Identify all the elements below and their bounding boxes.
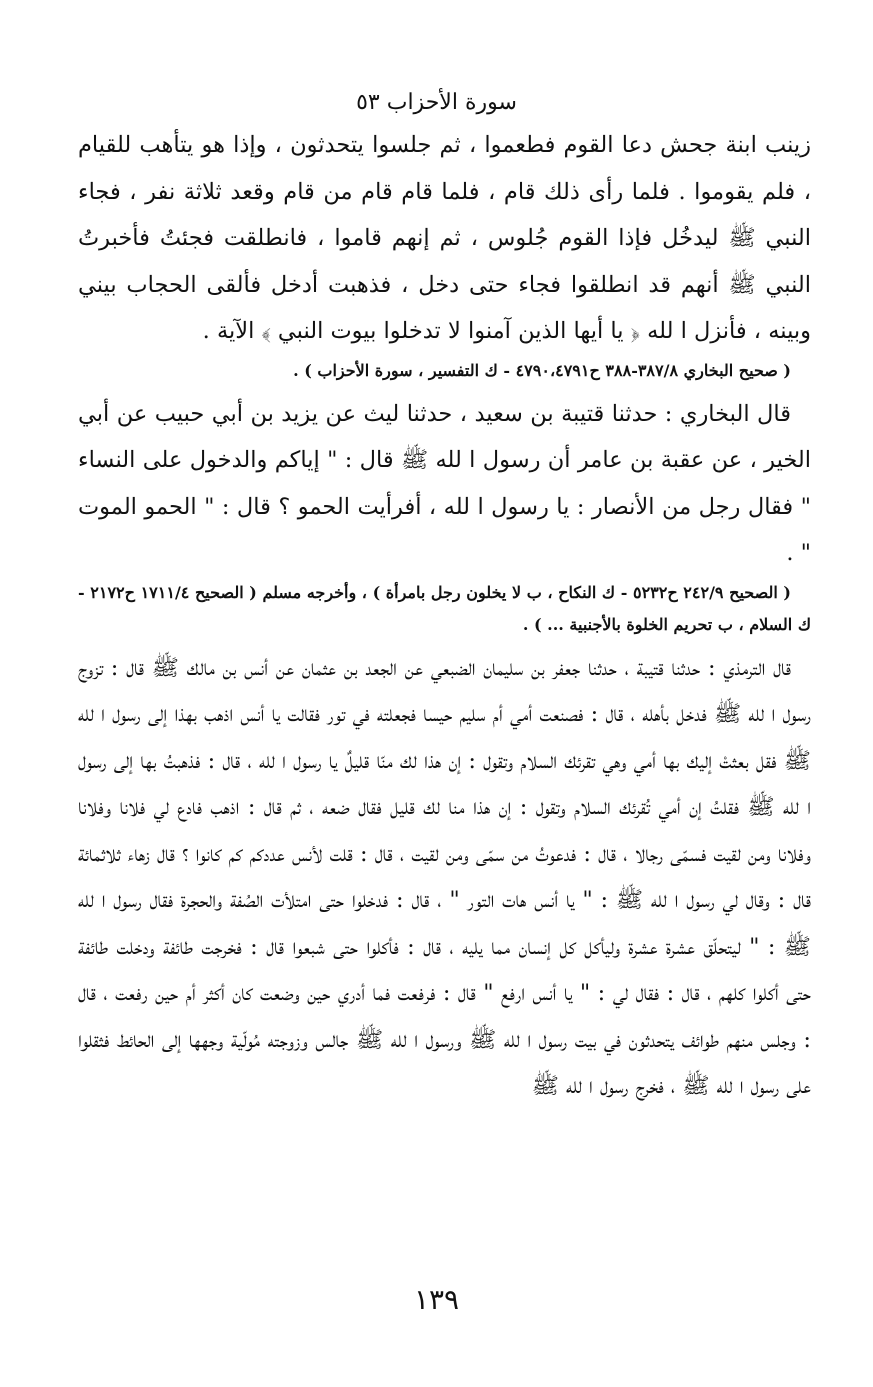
page-number: ١٣٩ [413,1283,460,1316]
body-text [78,122,811,1110]
paragraph-continuation: زينب ابنة جحش دعا القوم فطعموا ، ثم جلسوا يتحدثون ، وإذا هو يتأهب للقيام ، فلم يقوموا . فلما رأى ذلك قام ، فلما قام قام من قام وقعد ثلاثة نفر ، فجاء النبي ﷺ ليدخُل فإذا القوم جُلوس ، ثم إنهم قاموا ، فانطلقت فجئتُ فأخبرتُ النبي ﷺ أنهم قد انطلقوا فجاء حتى دخل ، فذهبت أدخل فألقى الحجاب بيني وبينه ، فأنزل ا لله ﴿ يا أيها الذين آمنوا لا تدخلوا بيوت النبي ﴾ الآية . [78,132,811,344]
running-header: سورة الأحزاب ٥٣ [356,90,517,115]
paragraph-tirmidhi-hadith: قال الترمذي : حدثنا قتيبة ، حدثنا جعفر بن سليمان الضبعي عن الجعد بن عثمان عن أنس بن مالك ﷺ قال : تزوج رسول ا لله ﷺ فدخل بأهله ، قال : فصنعت أمي أم سليم حيسا فجعلته في تور فقالت يا أنس اذهب بهذا إلى رسول ا لله ﷺ فقل بعثتْ إليك بها أمي وهي تقرئك السلام وتقول : إن هذا لك منّا قليلٌ يا رسول ا لله ، قال : فذهبتُ بها إلى رسول ا لله ﷺ فقلتُ إن أمي تُقرئك السلام وتقول : إن هذا منا لك قليل فقال ضعه ، ثم قال : اذهب فادع لي فلانا وفلانا وفلانا ومن لقيت فسمّى رجالا ، قال : فدعوتُ من سمّى ومن لقيت ، قال : قلت لأنس عددكم كم كانوا ؟ قال زهاء ثلاثمائة قال : وقال لي رسول ا لله ﷺ : " يا أنس هات التور " ، قال : فدخلوا حتى امتلأت الصُفة والحجرة فقال رسول ا لله ﷺ : " ليتحلّق عشرة عشرة وليأكل كل إنسان مما يليه ، قال : فأكلوا حتى شبعوا قال : فخرجت طائفة ودخلت طائفة حتى أكلوا كلهم ، قال : فقال لي : " يا أنس ارفع " قال : فرفعت فما أدري حين وضعت كان أكثر أم حين رفعت ، قال : وجلس منهم طوائف يتحدثون في بيت رسول ا لله ﷺ ورسول ا لله ﷺ جالس وزوجته مُولّية وجهها إلى الحائط فثقلوا على رسول ا لله ﷺ ، فخرج رسول ا لله ﷺ [78,654,811,1099]
citation-bukhari-tafsir: ( صحيح البخاري ٣٨٧/٨-٣٨٨ ح٤٧٩٠،٤٧٩١ - ك التفسير ، سورة الأحزاب ) . [293,360,791,380]
paragraph-bukhari-hadith: قال البخاري : حدثنا قتيبة بن سعيد ، حدثنا ليث عن يزيد بن أبي حبيب عن أبي الخير ، عن عقبة بن عامر أن رسول ا لله ﷺ قال : " إياكم والدخول على النساء " فقال رجل من الأنصار : يا رسول ا لله ، أفرأيت الحمو ؟ قال : " الحمو الموت " . [78,400,811,566]
citation-sahih-nikah: ( الصحيح ٢٤٢/٩ ح٥٢٣٢ - ك النكاح ، ب لا يخلون رجل بامرأة ) ، وأخرجه مسلم ( الصحيح ١٧١١/٤ ح٢١٧٢ - ك السلام ، ب تحريم الخلوة بالأجنبية ... ) . [78,582,811,634]
